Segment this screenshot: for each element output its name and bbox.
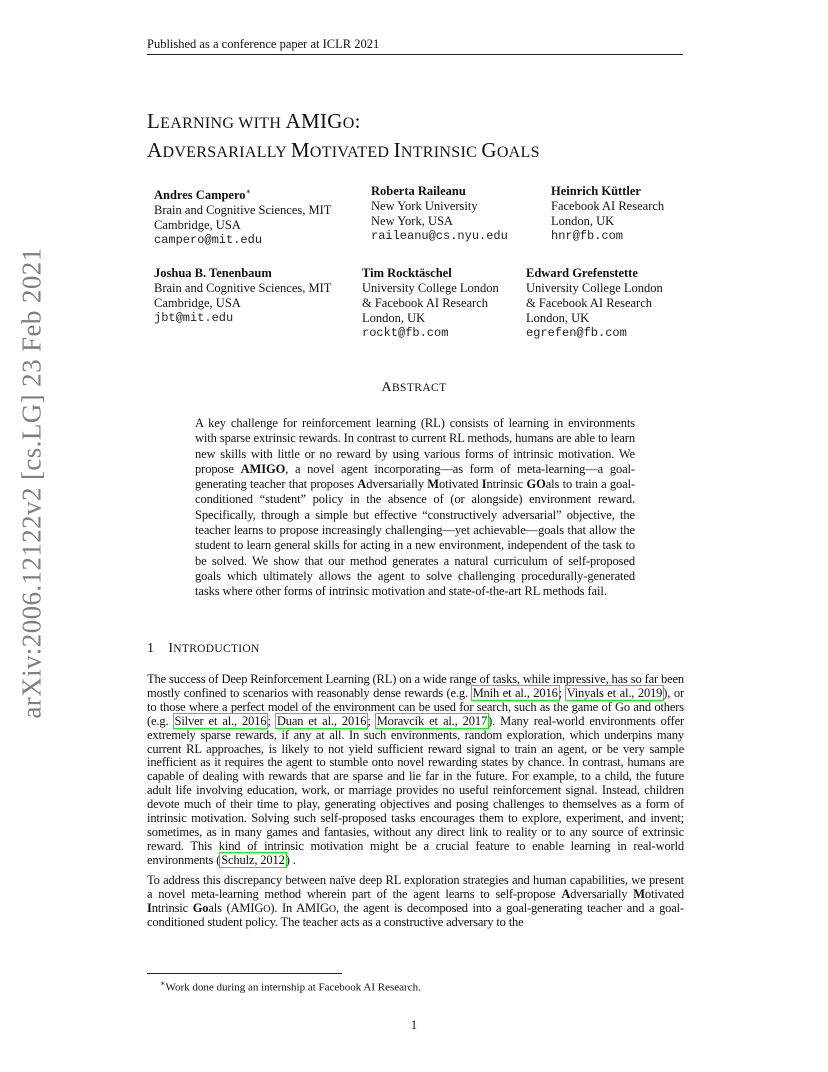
arxiv-stamp-text: arXiv:2006.12122v2 [cs.LG] 23 Feb 2021 (16, 247, 47, 719)
author-block (371, 184, 508, 244)
author-affiliation-2: & Facebook AI Research (362, 296, 489, 310)
method-name: AMIGO (240, 461, 286, 476)
paper-title (147, 108, 747, 166)
section-number: 1 (147, 641, 155, 656)
author-email[interactable]: hnr@fb.com (551, 229, 624, 243)
title-line-1: LEARNING WITH AMIGO: (147, 109, 361, 133)
running-header: Published as a conference paper at ICLR 2021 (147, 37, 683, 55)
section-heading: 1 INTRODUCTION (147, 641, 260, 656)
author-name: Tim Rocktäschel (362, 266, 452, 280)
author-block (362, 266, 499, 341)
author-location: Cambridge, USA (154, 218, 241, 233)
paragraph: The success of Deep Reinforcement Learning (RL) on a wide range of tasks, while impressive, has so far been mostly confined to scenarios with reasonably dense rewards (e.g. Mnih et al., 2016; Vinyals et al., 2019), or to those where a perfect model of the environment can be used for search, such as the game of Go and others (e.g. Silver et al., 2016; Duan et al., 2016; Moravcík et al., 2017). Many real-world environments offer extremely sparse rewards, if any at all. In such environments, random exploration, which underpins many current RL approaches, is likely to not yield sufficient reward signal to train an agent, or be very sample inefficient as it requires the agent to stumble onto novel rewarding states by chance. In contrast, humans are capable of dealing with rewards that are sparse and lie far in the future. For example, to a child, the future adult life involving education, work, or marriage provides no useful reinforcement signal. Instead, children devote much of their time to play, generating objectives and posing challenges to themselves as a form of intrinsic motivation. Solving such self-proposed tasks encourages them to explore, experiment, and invent; sometimes, as in many games and fantasies, without any direct link to reality or to any source of extrinsic reward. This kind of intrinsic motivation might be a crucial feature to enable learning in real-world environments (Schulz, 2012) . (147, 672, 684, 867)
footnote: ∗Work done during an internship at Facebook AI Research. (160, 979, 421, 994)
citation-link[interactable]: Duan et al., 2016 (276, 713, 367, 728)
author-affiliation: University College London (526, 281, 663, 295)
author-email[interactable]: jbt@mit.edu (154, 311, 234, 325)
author-email[interactable]: raileanu@cs.nyu.edu (371, 229, 508, 243)
author-name: Heinrich Küttler (551, 184, 641, 198)
citation-link[interactable]: Mnih et al., 2016 (472, 685, 558, 700)
footnote-divider (147, 973, 342, 974)
author-name: Joshua B. Tenenbaum (154, 266, 272, 280)
author-location: Cambridge, USA (154, 296, 241, 310)
author-block: Andres Campero∗ Brain and Cognitive Sciences, MIT Cambridge, USA campero@mit.edu (154, 187, 332, 248)
author-location: London, UK (551, 214, 615, 228)
author-name: Andres Campero (154, 188, 246, 203)
author-location: London, UK (526, 311, 590, 325)
author-block (551, 184, 664, 244)
author-name: Roberta Raileanu (371, 184, 466, 198)
author-email[interactable]: campero@mit.edu (154, 233, 263, 248)
author-location: New York, USA (371, 214, 453, 228)
author-email[interactable]: egrefen@fb.com (526, 326, 627, 340)
author-affiliation-2: & Facebook AI Research (526, 296, 653, 310)
introduction-body (147, 673, 684, 936)
paragraph: To address this discrepancy between naïve deep RL exploration strategies and human capabilities, we present a novel meta-learning method wherein part of the agent learns to self-propose Adversarially Motivated Intrinsic Goals (AMIGO). In AMIGO, the agent is decomposed into a goal-generating teacher and a goal-conditioned student policy. The teacher acts as a constructive adversary to the (147, 872, 684, 930)
title-line-2: ADVERSARIALLY MOTIVATED INTRINSIC GOALS (147, 138, 540, 162)
author-location: London, UK (362, 311, 426, 325)
author-affiliation: Brain and Cognitive Sciences, MIT (154, 281, 332, 295)
citation-link[interactable]: Silver et al., 2016 (174, 713, 267, 728)
author-block (154, 266, 331, 326)
author-affiliation: Brain and Cognitive Sciences, MIT (154, 203, 332, 218)
citation-link[interactable]: Moravcík et al., 2017 (376, 713, 488, 728)
author-name: Edward Grefenstette (526, 266, 638, 280)
author-affiliation: New York University (371, 199, 478, 213)
page-number: 1 (410, 1018, 418, 1032)
abstract-text: A key challenge for reinforcement learning (RL) consists of learning in environments with sparse extrinsic rewards. In contrast to current RL methods, humans are able to learn new skills with little or no reward by using various forms of intrinsic motivation. We propose AMIGO, a novel agent incorporating—as form of meta-learning—a goal-generating teacher that proposes Adversarially Motivated Intrinsic GOals to train a goal-conditioned “student” policy in the absence of (or alongside) environment reward. Specifically, through a simple but effective “constructively adversarial” objective, the teacher learns to propose increasingly challenging—yet achievable—goals that allow the student to learn general skills for acting in a new environment, independent of the task to be solved. We show that our method generates a natural curriculum of self-proposed goals which ultimately allows the agent to solve challenging procedurally-generated tasks where other forms of intrinsic motivation and state-of-the-art RL methods fail. (195, 416, 636, 599)
author-affiliation: University College London (362, 281, 499, 295)
author-affiliation: Facebook AI Research (551, 199, 665, 213)
citation-link[interactable]: Schulz, 2012 (221, 852, 285, 867)
author-block (526, 266, 663, 341)
citation-link[interactable]: Vinyals et al., 2019 (566, 685, 663, 700)
author-email[interactable]: rockt@fb.com (362, 326, 449, 340)
abstract-heading: ABSTRACT (381, 380, 447, 395)
